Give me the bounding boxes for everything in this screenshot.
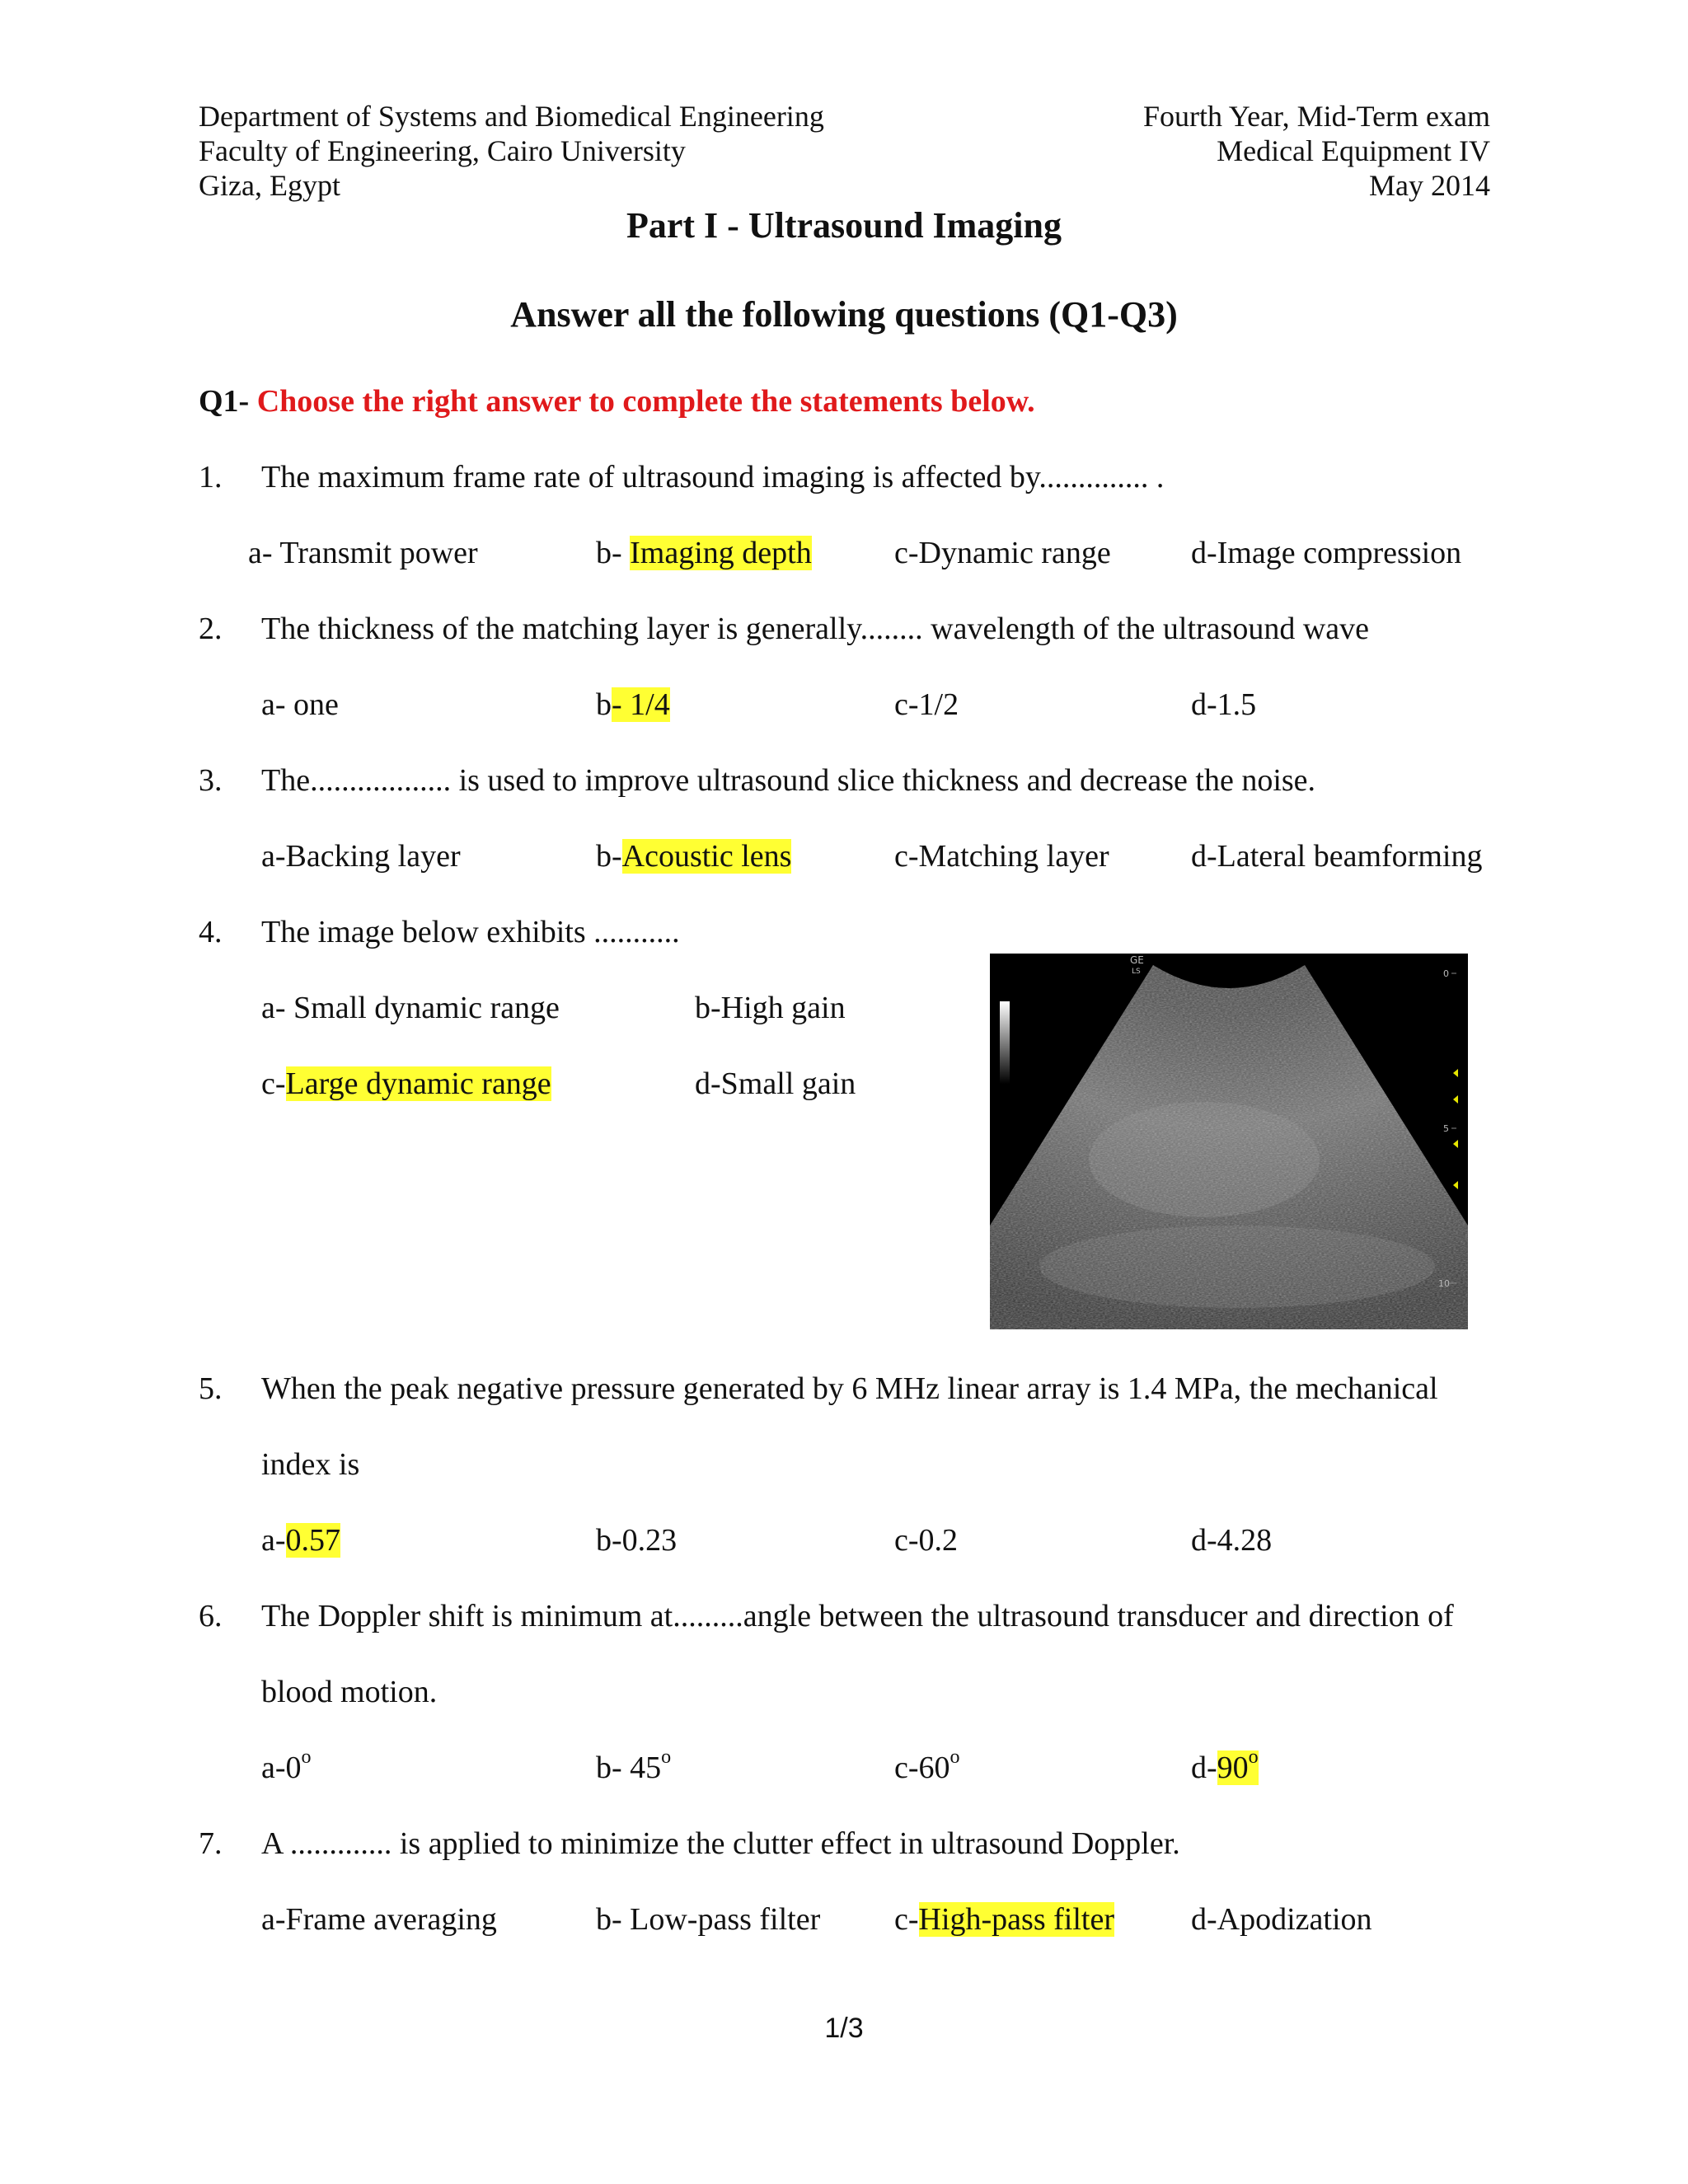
option-d: d-Small gain [695, 1066, 856, 1101]
option-prefix: b [596, 687, 612, 722]
header-right [1143, 99, 1490, 203]
option-c [894, 1746, 960, 1786]
degree-symbol: o [950, 1746, 960, 1768]
option-b [596, 687, 670, 723]
q1-label: Q1- [199, 384, 250, 419]
option-d: d-Image compression [1191, 536, 1462, 570]
option-b [596, 535, 812, 571]
question-text: The thickness of the matching layer is generally........ wavelength of the ultrasound wave [261, 612, 1370, 646]
option-value: a-0 [261, 1750, 302, 1785]
depth-label: 10 [1438, 1278, 1450, 1289]
ultrasound-image [990, 954, 1468, 1329]
option-d: d-Apodization [1191, 1902, 1372, 1937]
option-c: c-Matching layer [894, 839, 1109, 874]
department-line: Department of Systems and Biomedical Engineering [199, 100, 824, 133]
ultrasound-logo-sub: LS [1132, 968, 1141, 976]
highlighted-answer: 0.57 [285, 1523, 341, 1558]
exam-type-line: Fourth Year, Mid-Term exam [1143, 100, 1490, 133]
option-b [596, 1746, 672, 1786]
option-b: b-0.23 [596, 1523, 678, 1558]
option-a [261, 1746, 312, 1786]
part-title: Part I - Ultrasound Imaging [626, 205, 1062, 246]
option-d: d-1.5 [1191, 687, 1257, 722]
highlighted-answer: Imaging depth [630, 536, 812, 570]
option-a: a- Transmit power [248, 536, 478, 570]
question-number: 7. [199, 1826, 223, 1861]
ultrasound-logo: GE [1130, 954, 1144, 966]
degree-symbol: o [1248, 1746, 1259, 1768]
option-d: d-Lateral beamforming [1191, 839, 1483, 874]
option-b: b-High gain [695, 991, 846, 1025]
q1-instruction: Choose the right answer to complete the statements below. [256, 384, 1035, 419]
question-text: When the peak negative pressure generated by 6 MHz linear array is 1.4 MPa, the mechanical [261, 1371, 1438, 1406]
question-text: The image below exhibits ........... [261, 915, 680, 949]
depth-label: 5 [1443, 1123, 1449, 1134]
question-text: The Doppler shift is minimum at.........angle between the ultrasound transducer and direction of [261, 1599, 1454, 1633]
option-c: c-0.2 [894, 1523, 959, 1558]
question-text-continued: index is [261, 1447, 360, 1482]
option-b: b- Low-pass filter [596, 1902, 821, 1937]
instructions-title: Answer all the following questions (Q1-Q3) [510, 294, 1178, 335]
course-line: Medical Equipment IV [1217, 134, 1490, 167]
question-number: 6. [199, 1599, 223, 1633]
depth-label: 0 [1443, 968, 1449, 979]
date-line: May 2014 [1369, 169, 1490, 202]
faculty-line: Faculty of Engineering, Cairo University [199, 134, 686, 167]
highlighted-answer: - 1/4 [612, 687, 670, 722]
option-prefix: d- [1191, 1750, 1217, 1785]
highlighted-answer: High-pass filter [918, 1902, 1114, 1937]
option-value: 90 [1217, 1750, 1249, 1785]
q1-heading [199, 383, 1035, 419]
ultrasound-scan-graphic [990, 954, 1468, 1329]
header-left [199, 99, 824, 203]
question-text: The maximum frame rate of ultrasound imaging is affected by.............. . [261, 460, 1165, 494]
option-c: c-1/2 [894, 687, 959, 722]
degree-symbol: o [301, 1746, 312, 1768]
option-d: d-4.28 [1191, 1523, 1273, 1558]
option-prefix: c- [894, 1902, 919, 1937]
highlighted-answer: Large dynamic range [285, 1066, 551, 1101]
option-b [596, 838, 791, 874]
option-prefix: b- [596, 839, 622, 874]
option-prefix: b- [596, 536, 631, 570]
option-a [261, 1522, 340, 1558]
grayscale-bar [1000, 1001, 1010, 1084]
question-number: 5. [199, 1371, 223, 1406]
option-value: b- 45 [596, 1750, 662, 1785]
option-a: a- one [261, 687, 339, 722]
question-number: 4. [199, 915, 223, 949]
option-d [1191, 1746, 1259, 1786]
option-a: a-Frame averaging [261, 1902, 497, 1937]
degree-symbol: o [661, 1746, 672, 1768]
highlighted-answer: Acoustic lens [621, 839, 792, 874]
page-number: 1/3 [824, 2013, 864, 2044]
option-a: a-Backing layer [261, 839, 461, 874]
question-number: 1. [199, 460, 223, 494]
option-a: a- Small dynamic range [261, 991, 560, 1025]
highlighted-answer [1217, 1746, 1259, 1785]
question-text: A ............. is applied to minimize the clutter effect in ultrasound Doppler. [261, 1826, 1180, 1861]
question-number: 2. [199, 612, 223, 646]
option-prefix: a- [261, 1523, 286, 1558]
question-number: 3. [199, 763, 223, 798]
option-c [261, 1066, 551, 1102]
question-text-continued: blood motion. [261, 1675, 438, 1709]
option-value: c-60 [894, 1750, 950, 1785]
option-prefix: c- [261, 1066, 286, 1101]
option-c [894, 1901, 1114, 1938]
option-c: c-Dynamic range [894, 536, 1111, 570]
location-line: Giza, Egypt [199, 169, 340, 202]
question-text: The.................. is used to improve ultrasound slice thickness and decrease the noise. [261, 763, 1316, 798]
